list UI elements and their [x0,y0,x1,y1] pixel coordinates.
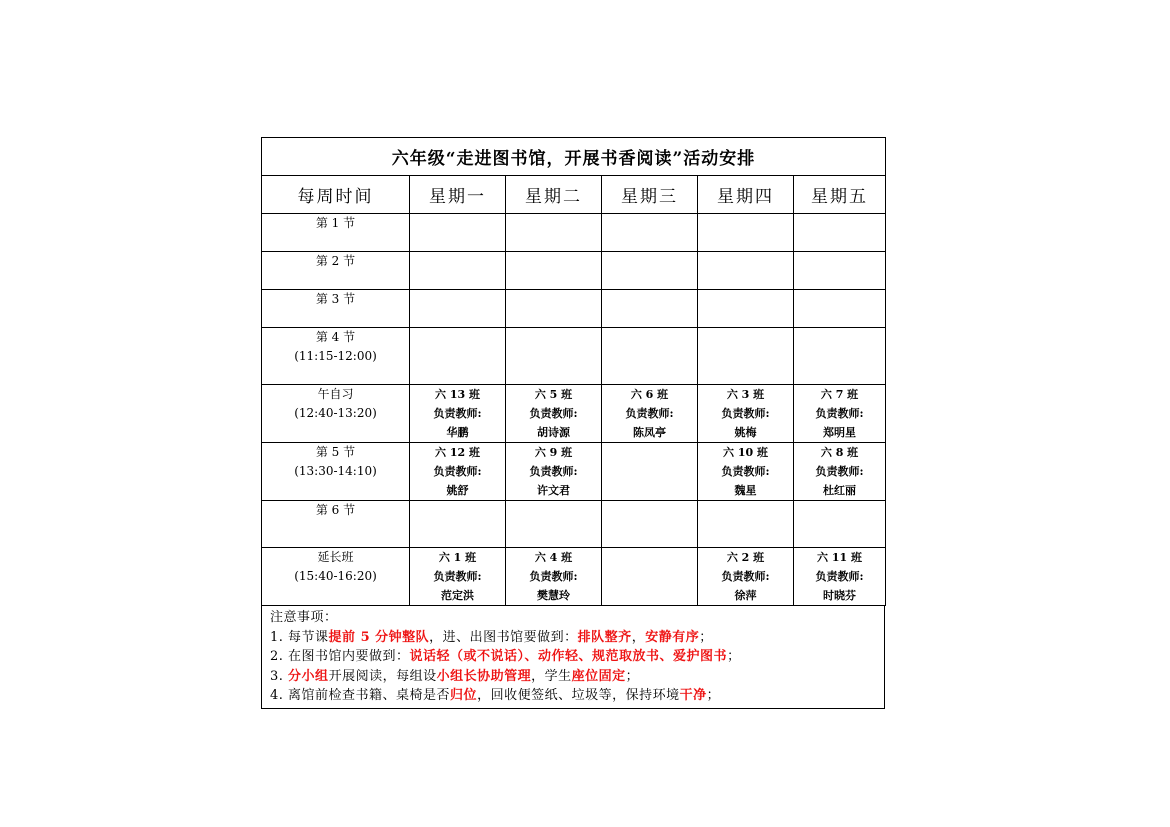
time-column-header: 每周时间 [262,176,410,214]
note-item [270,628,884,648]
role-label: 负责教师: [529,570,578,583]
class-label: 六 13 班 [435,388,480,401]
schedule-cell [506,501,602,548]
table-row [262,385,886,443]
period-time: (12:40-13:20) [294,406,377,420]
teacher-name: 樊慧玲 [537,589,570,602]
period-label: 第 1 节 [315,216,356,230]
schedule-cell [602,443,698,501]
schedule-cell [794,214,886,252]
period-cell [262,290,410,328]
role-label: 负责教师: [625,407,674,420]
role-label: 负责教师: [721,570,770,583]
schedule-cell [794,548,886,606]
schedule-cell [506,290,602,328]
table-row [262,214,886,252]
class-label: 六 1 班 [438,551,477,564]
teacher-name: 杜红丽 [823,484,857,497]
period-label: 午自习 [317,387,354,401]
note-highlight: 干净 [679,688,707,703]
schedule-cell [602,385,698,443]
class-label: 六 4 班 [534,551,573,564]
note-text: ，学生 [531,668,572,684]
schedule-cell [410,328,506,385]
note-item [270,647,884,667]
note-highlight: 归位 [450,688,478,703]
class-label: 六 2 班 [726,551,765,564]
period-cell [262,548,410,606]
teacher-name: 姚梅 [734,426,757,439]
note-text: 1. 每节课 [270,629,329,645]
schedule-cell [794,252,886,290]
schedule-cell [698,214,794,252]
note-text: 4. 离馆前检查书籍、桌椅是否 [270,688,451,703]
class-label: 六 10 班 [723,446,768,459]
period-cell [262,443,410,501]
note-highlight: 排队整齐 [577,629,632,645]
schedule-cell [602,252,698,290]
day-header: 星期一 [410,176,506,214]
period-cell [262,501,410,548]
schedule-cell [506,385,602,443]
period-label: 第 4 节 [315,330,356,344]
schedule-cell [794,385,886,443]
teacher-name: 姚舒 [446,484,469,497]
schedule-cell [698,252,794,290]
role-label: 负责教师: [529,465,578,478]
table-row [262,290,886,328]
note-text: ，进、出图书馆要做到： [429,629,578,645]
schedule-sheet [261,137,885,709]
schedule-cell [698,501,794,548]
period-time: (13:30-14:10) [294,464,377,478]
class-label: 六 12 班 [435,446,480,459]
schedule-cell [794,501,886,548]
schedule-cell [602,290,698,328]
schedule-cell [794,443,886,501]
table-row [262,501,886,548]
period-label: 第 2 节 [315,254,356,268]
period-label: 第 5 节 [315,445,356,459]
note-text: 开展阅读，每组设 [328,668,437,684]
note-highlight: 分小组 [288,668,329,684]
schedule-cell [506,252,602,290]
teacher-name: 范定洪 [441,589,474,602]
class-label: 六 6 班 [630,388,669,401]
notes-heading: 注意事项： [270,610,338,625]
note-text: 3. [270,668,289,684]
class-label: 六 3 班 [726,388,765,401]
schedule-cell [602,328,698,385]
note-text: ； [699,629,713,645]
schedule-cell [698,290,794,328]
schedule-cell [410,290,506,328]
note-highlight: 说话轻（或不说话）、动作轻、规范取放书、爱护图书 [409,649,728,664]
schedule-cell [506,548,602,606]
note-text: ； [625,668,640,684]
note-text: ； [727,649,741,664]
note-text: ， [631,629,646,645]
table-row [262,443,886,501]
schedule-cell [794,290,886,328]
class-label: 六 9 班 [534,446,573,459]
role-label: 负责教师: [433,407,482,420]
role-label: 负责教师: [815,465,864,478]
role-label: 负责教师: [721,465,770,478]
schedule-cell [410,443,506,501]
note-item [270,667,884,687]
table-row [262,548,886,606]
schedule-cell [698,443,794,501]
teacher-name: 陈凤亭 [633,426,666,439]
schedule-cell [698,548,794,606]
teacher-name: 魏星 [734,484,757,497]
schedule-cell [410,252,506,290]
role-label: 负责教师: [433,465,482,478]
schedule-cell [794,328,886,385]
note-text: ； [706,688,721,703]
day-header: 星期五 [794,176,886,214]
schedule-table [261,137,886,606]
table-row [262,328,886,385]
role-label: 负责教师: [433,570,482,583]
note-highlight: 小组长协助管理 [436,668,532,684]
role-label: 负责教师: [721,407,770,420]
teacher-name: 许文君 [537,484,570,497]
class-label: 六 7 班 [820,388,859,401]
teacher-name: 胡诗源 [537,426,570,439]
schedule-cell [410,214,506,252]
note-highlight: 安静有序 [645,629,700,645]
schedule-cell [410,385,506,443]
schedule-cell [506,443,602,501]
note-item [270,686,884,706]
class-label: 六 5 班 [534,388,573,401]
page-title: 六年级“走进图书馆，开展书香阅读”活动安排 [262,138,886,176]
day-header: 星期四 [698,176,794,214]
schedule-cell [506,214,602,252]
period-time: (15:40-16:20) [294,569,377,583]
notes-section [261,606,885,709]
period-time: (11:15-12:00) [294,349,377,363]
schedule-cell [410,548,506,606]
period-label: 延长班 [317,550,354,564]
schedule-cell [698,385,794,443]
role-label: 负责教师: [529,407,578,420]
role-label: 负责教师: [815,570,864,583]
note-text: ，回收便签纸、垃圾等，保持环境 [477,688,680,703]
teacher-name: 华鹏 [446,426,469,439]
header-row [262,176,886,214]
schedule-cell [698,328,794,385]
period-cell [262,214,410,252]
teacher-name: 徐萍 [734,589,757,602]
schedule-cell [410,501,506,548]
schedule-cell [506,328,602,385]
schedule-cell [602,548,698,606]
role-label: 负责教师: [815,407,864,420]
period-cell [262,385,410,443]
note-highlight: 座位固定 [571,668,626,684]
table-row [262,252,886,290]
schedule-cell [602,501,698,548]
teacher-name: 郑明星 [823,426,857,439]
note-highlight: 提前 5 分钟整队 [328,629,430,645]
day-header: 星期三 [602,176,698,214]
period-cell [262,252,410,290]
period-label: 第 3 节 [315,292,356,306]
note-text: 2. 在图书馆内要做到： [270,649,410,664]
period-cell [262,328,410,385]
class-label: 六 11 班 [817,551,863,564]
day-header: 星期二 [506,176,602,214]
schedule-cell [602,214,698,252]
class-label: 六 8 班 [820,446,859,459]
period-label: 第 6 节 [315,503,356,517]
teacher-name: 时晓芬 [823,589,857,602]
